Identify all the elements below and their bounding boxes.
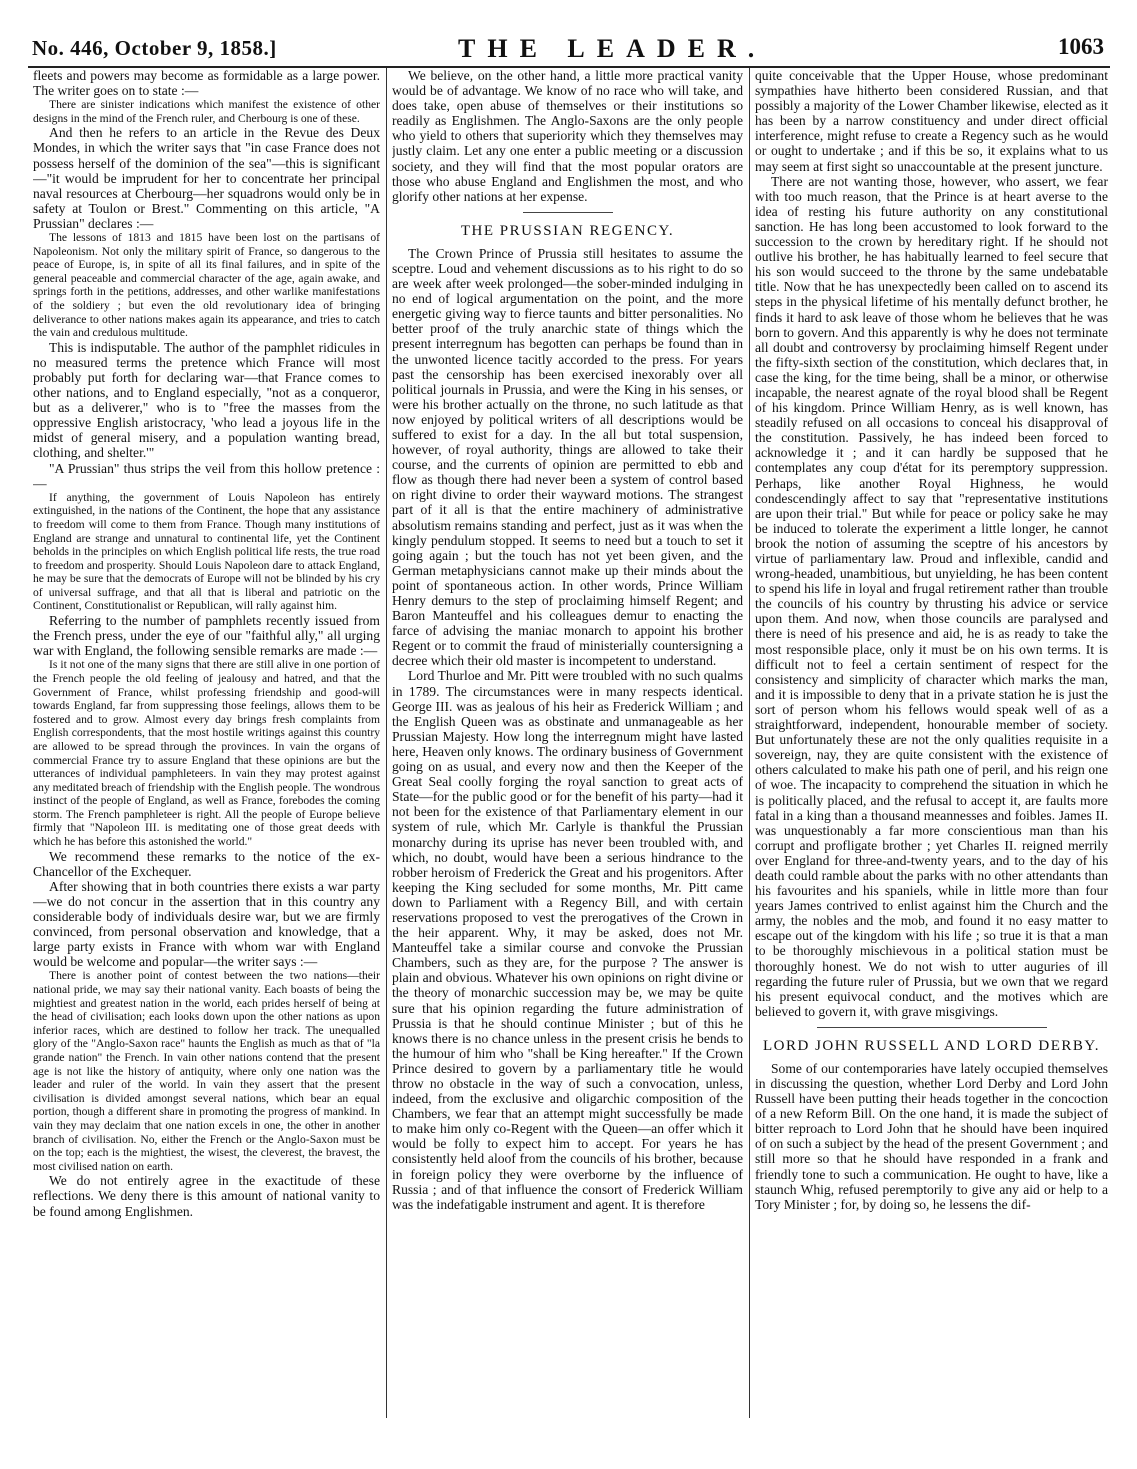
section-rule [817,1027,1047,1028]
paragraph: "A Prussian" thus strips the veil from this hollow pretence :— [33,460,380,491]
issue-date: No. 446, October 9, 1858.] [32,36,277,60]
paragraph: Referring to the number of pamphlets recently issued from the French press, under the eye of our "faithful ally," all urging war with England, the following sensible remarks are made :— [33,613,380,659]
quoted-passage: Is it not one of the many signs that there are still alive in one portion of the French people the old feeling of jealousy and hatred, and that the Government of France, whilst professing friendship and good-will towards England, far from suppressing those feelings, allows them to be fostered and to grow. Almost every day brings fresh complaints from English correspondents, that the most hostile writings against this country are allowed to be spread through the provinces. In vain the organs of commercial France try to assure England that these opinions are but the utterances of individual pamphleteers. In vain they may protest against any meditated breach of friendship with the English people. The wondrous instinct of the people of England, as well as France, forebodes the coming storm. The French pamphleteer is right. All the people of Europe believe firmly that "Napoleon III. is meditating one of those great deeds with which he has before this astonished the world." [33,658,380,849]
column-1 [33,68,380,1463]
article-heading: THE PRUSSIAN REGENCY. [460,222,675,239]
column-divider [386,68,387,1418]
paragraph: The Crown Prince of Prussia still hesitates to assume the sceptre. Loud and vehement discussions as to his right to do so are week after week prolonged—the sober-minded indulging in no end of logical argumentation on the point, and the more energetic giving way to fierce taunts and bitter personalities. No better proof of the truly anarchic state of things which the present interregnum has begotten can perhaps be found than in the unwonted licence tacitly accorded to the press. For years past the censorship has been exercised inexorably over all political journals in Prussia, and were the King in his senses, or were his brother actually on the throne, no such latitude as that now enjoyed by political writers of all descriptions would be suffered to exist for a day. In the all but total suspension, however, of royal authority, things are allowed to take their course, and the currents of opinion are permitted to ebb and flow as though there had never been a system of control based on right divine to order their wayward motions. The strangest part of it all is that the entire machinery of administrative absolutism remains standing and perfect, just as it was when the kingly pendulum stopped. It seems to need but a touch to set it going again ; but the touch has not yet been given, and the German metaphysicians cannot make up their minds about the point of spontaneous action. In other words, Prince William Henry demurs to the step of proclaiming himself Regent; and Baron Manteuffel and his colleagues demur to enacting the farce of advising the maniac monarch to appoint his brother Regent or to commit the fraud of ministerially countersigning a decree which their old master is incompetent to understand. [392,245,743,669]
quoted-passage: There is another point of contest between the two nations—their national pride, we may say their national vanity. Each boasts of being the mightiest and greatest nation in the world, each prides herself of being at the head of civilisation; each looks down upon the other nations as upon inferior races, which are destined to follow her track. The unequalled glory of the "Anglo-Saxon race" haunts the English as much as that of "la grande nation" the French. In vain other nations contend that the present age is not like the history of antiquity, where only one nation was the leader and ruler of the world. In vain they assert that the present civilisation is divided amongst several nations, which bear an equal portion, though a different share in promoting the progress of mankind. In vain they may declaim that one nation excels in one, the other in another branch of civilisation. No, either the French or the Anglo-Saxon must be on the top; each is the mightiest, the wisest, the cleverest, the bravest, the most civilised nation on earth. [33,969,380,1173]
column-3 [755,68,1108,1463]
paragraph: Lord Thurloe and Mr. Pitt were troubled with no such qualms in 1789. The circumstances were in many respects identical. George III. was as jealous of his heir as Frederick William ; and the English Queen was as obstinate and unmanageable as her Prussian Majesty. How long the interregnum might have lasted here, Heaven only knows. The ordinary business of Government going on as usual, and every now and then the Keeper of the Great Seal coolly forging the royal sanction to great acts of State—for the public good or for the benefit of his party—had it not been for the existence of that Parliamentary element in our system of rule, which Mr. Carlyle is thankful the Prussian monarchy during its uprise has never been troubled with, and which, no doubt, would have been a serious hindrance to the robber heroism of Frederick the Great and his progenitors. After keeping the King secluded for some months, Mr. Pitt came down to Parliament with a Regency Bill, and with certain reservations proposed to vest the prerogatives of the Crown in the heir apparent. Why, it may be asked, does not Mr. Manteuffel take a similar course and convoke the Prussian Chambers, such as they are, for the purpose ? The answer is plain and obvious. Whatever his own opinions on right divine or the theory of monarchic succession may be, we may be quite sure that his opinion regarding the future administration of Prussia is that he should continue Minister ; but of this he knows there is no chance unless in the present crisis he bends to the humour of him who "shall be King hereafter." If the Crown Prince desired to govern by a parliamentary title he would throw no obstacle in the way of such a convocation, unless, indeed, from the exclusive and oligarchic composition of the Chambers, we fear that an attempt might successfully be made to make him only co-Regent with the Queen—an offer which it would be folly to expect him to accept. For years he has consistently held aloof from the councils of his brother, because in foreign policy they were overborne by the influence of Russia ; and of that influence the consort of Frederick William was the indefatigable instrument and agent. It is therefore [392,668,743,1212]
paragraph: We recommend these remarks to the notice of the ex-Chancellor of the Exchequer. [33,848,380,879]
page-number: 1063 [1058,34,1104,59]
paragraph: We do not entirely agree in the exactitude of these reflections. We deny there is this amount of national vanity to be found among Englishmen. [33,1173,380,1219]
paragraph: And then he refers to an article in the Revue des Deux Mondes, in which the writer says that "in case France does not possess herself of the dominion of the sea"—this is significant—"it would be imprudent for her to concentrate her principal naval resources at Cherbourg—her squadrons would only be in safety at Toulon or Brest." Commenting on this article, "A Prussian" declares :— [33,125,380,231]
paragraph: After showing that in both countries there exists a war party—we do not concur in the assertion that in this country any considerable body of individuals desire war, but we are firmly convinced, from personal observation and knowledge, that a large party exists in France with whom war with England would be welcome and popular—the writer says :— [33,878,380,970]
masthead [28,30,1110,68]
paragraph: Some of our contemporaries have lately occupied themselves in discussing the question, whether Lord Derby and Lord John Russell have been putting their heads together in the concoction of a new Reform Bill. On the one hand, it is made the subject of bitter reproach to Lord John that he should have been inquired of on such a subject by the head of the present Government ; and still more so that he should have responded in a frank and friendly tone to such a communication. He ought to have, like a staunch Whig, refused peremptorily to give any aid or help to a Tory Minister ; for, by doing so, he lessens the dif- [755,1060,1108,1212]
paragraph: fleets and powers may become as formidable as a large power. The writer goes on to state :— [33,68,380,99]
paragraph: This is indisputable. The author of the pamphlet ridicules in no measured terms the pretence which France will most probably put forth for declaring war—that France comes to other nations, and to England especially, "not as a conqueror, but as a deliverer," who is to "free the masses from the oppressive English aristocracy, 'who lead a joyous life in the midst of general misery, and a population wanting bread, clothing, and shelter.'" [33,339,380,461]
newspaper-title: THE LEADER. [458,34,767,63]
column-2 [392,68,743,1463]
column-divider [749,68,750,1418]
paragraph: quite conceivable that the Upper House, whose predominant sympathies have hitherto been considered Russian, and that possibly a majority of the Lower Chamber likewise, elected as it has been by a narrow constituency and under direct official interference, might refuse to create a Regency such as he would or ought to undertake ; and if this be so, it explains what to us may seem at first sight so unaccountable at the present juncture. [755,68,1108,174]
section-rule [523,212,613,213]
paragraph: We believe, on the other hand, a little more practical vanity would be of advantage. We know of no race who will take, and does take, open abuse of themselves or their institutions so readily as Englishmen. The Anglo-Saxons are the only people who yield to others that superiority which they themselves may justly claim. Let any one enter a public meeting or a discussion society, and they will find that the most popular orators are those who abuse England and Englishmen the most, and who glorify other nations at her expense. [392,68,743,204]
paragraph: There are not wanting those, however, who assert, we fear with too much reason, that the Prince is at heart averse to the idea of resting his future authority on any constitutional sanction. He has long been accustomed to look forward to the succession to the crown by hereditary right. If he should not outlive his brother, he has habitually learned to feel secure that his son would succeed to the throne by the same undebatable title. Now that he has unexpectedly been called on to ascend its steps in the physical lifetime of his mentally defunct brother, he finds it hard to ask leave of those whom he believes that he was born to govern. And this apparently is why he does not terminate all doubt and controversy by proclaiming himself Regent under the fifty-sixth section of the constitution, which declares that, in case the king, for the time being, shall be a minor, or otherwise incapable, the nearest agnate of the royal blood shall be Regent of his kingdom. Prince William Henry, as is well known, has steadily refused on all occasions to conceal his disapproval of the constitution. Passively, he has indeed been forced to acknowledge it ; and it can hardly be supposed that he contemplates any coup d'état for its peremptory suppression. Perhaps, like another Royal Highness, he would condescendingly affect to say that "representative institutions are upon their trial." But while for peace or policy sake he may be induced to tolerate the experiment a little longer, he cannot brook the notion of assuming the sceptre of his ancestors by virtue of parliamentary law. Proud and inflexible, candid and wrong-headed, unambitious, but unyielding, he has been content to spend his life in loyal and frugal retirement rather than trouble the councils of his country by thrusting his advice or service upon them. And now, when those councils are paralysed and there is need of his presence and aid, he is as ready to take the most responsible place, only it must be on his own terms. It is difficult not to feel a certain sentiment of respect for the consistency and simplicity of character which marks the man, and it is impossible to deny that in a private station he is just the sort of person whom his fellows would speak well of as a straightforward, independent, honourable member of society. But unfortunately these are not the only qualities requisite in a sovereign, nay, they are quite consistent with the existence of others calculated to make his path one of peril, and his reign one of woe. The incapacity to comprehend the situation in which he is politically placed, and the refusal to accept it, are faults more fatal in a king than a thousand meannesses and foibles. James II. was unquestionably a far more conscientious man than his corrupt and profligate brother ; yet Charles II. reigned merrily over England for three-and-twenty years, and to the day of his death could ramble about the parks with no other attendants than his favourites and his spaniels, while in little more than four years James contrived to enlist against him the Church and the army, the nobles and the mob, and found it no easy matter to escape out of the kingdom with his life ; so true it is that a man to be thoroughly mischievous in a political station must be thoroughly honest. We do not wish to utter auguries of ill regarding the future ruler of Prussia, but we own that we regard his present equivocal conduct, and the motives which are believed to govern it, with grave misgivings. [755,173,1108,1019]
quoted-passage: The lessons of 1813 and 1815 have been lost on the partisans of Napoleonism. Not only the military spirit of France, so dangerous to the peace of Europe, is, in spite of all its final failures, and in spite of the general peaceable and commercial character of the age, again awake, and springs forth in the petitions, addresses, and other warlike manifestations of the soldiery ; but even the old revolutionary idea of bringing deliverance to other nations makes again its appearance, and tries to catch the vain and credulous multitude. [33,231,380,340]
quoted-passage: There are sinister indications which manifest the existence of other designs in the mind of the French ruler, and Cherbourg is one of these. [33,98,380,125]
article-heading: LORD JOHN RUSSELL AND LORD DERBY. [762,1037,1101,1054]
quoted-passage: If anything, the government of Louis Napoleon has entirely extinguished, in the nations of the Continent, the hope that any assistance to freedom will come to them from France. Though many institutions of England are strange and unnatural to continental life, yet the Continent beholds in the principles on which English political life rests, the true road to freedom and prosperity. Should Louis Napoleon dare to attack England, he may be sure that the democrats of Europe will not be blinded by his cry of universal suffrage, and that all that is liberal and patriotic on the Continent, Constitutionalist or Republican, will rally against him. [33,490,380,613]
